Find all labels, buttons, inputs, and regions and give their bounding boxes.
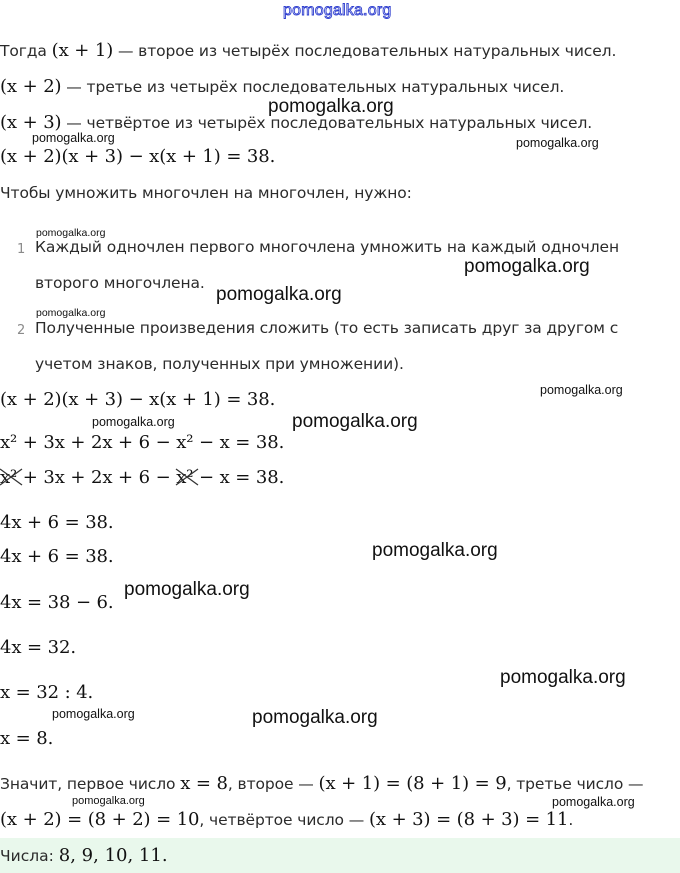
equation-7: 4x = 32. (0, 637, 76, 658)
list-item-2-line-1: Полученные произведения сложить (то есть записать друг за другом с (35, 319, 619, 337)
math-expression: (x + 3) (0, 112, 62, 133)
cancelled-term (176, 467, 193, 488)
watermark: pomogalka.org (52, 707, 135, 721)
text-segment: , четвёртое число — (199, 811, 369, 829)
watermark: pomogalka.org (500, 667, 626, 688)
equation-4: 4x + 6 = 38. (0, 512, 114, 533)
watermark: pomogalka.org (372, 540, 498, 561)
watermark: pomogalka.org (36, 307, 106, 319)
strike-mark (0, 463, 24, 491)
watermark: pomogalka.org (32, 131, 115, 145)
text-line-1 (0, 40, 616, 61)
equation-segment: + 3x + 2x + 6 − (17, 467, 177, 488)
watermark: pomogalka.org (72, 795, 145, 807)
cancelled-term-text: x² (0, 467, 18, 488)
strike-mark (174, 463, 200, 491)
equation-initial: (x + 2)(x + 3) − x(x + 1) = 38. (0, 146, 276, 167)
equation-6: 4x = 38 − 6. (0, 592, 114, 613)
cancelled-term (0, 467, 17, 488)
text-segment: , второе — (227, 775, 319, 793)
watermark: pomogalka.org (552, 795, 635, 809)
text-segment: Значит, первое число (0, 775, 181, 793)
watermark: pomogalka.org (124, 579, 250, 600)
list-number-1: 1 (17, 242, 26, 257)
watermark: pomogalka.org (464, 256, 590, 277)
watermark: pomogalka.org (36, 227, 106, 239)
equation-5: 4x + 6 = 38. (0, 546, 114, 567)
text-segment: — второе из четырёх последовательных натуральных чисел. (113, 42, 617, 60)
watermark: pomogalka.org (216, 284, 342, 305)
watermark: pomogalka.org (92, 415, 175, 429)
rule-intro: Чтобы умножить многочлен на многочлен, нужно: (0, 184, 412, 202)
math-expression: x = 8 (180, 773, 228, 794)
text-line-2 (0, 76, 564, 97)
equation-8: x = 32 : 4. (0, 682, 94, 703)
math-expression: (x + 1) = (8 + 1) = 9 (318, 773, 507, 794)
equation-9: x = 8. (0, 728, 54, 749)
text-segment: Тогда (0, 42, 52, 60)
text-segment: , третье число — (506, 775, 644, 793)
watermark: pomogalka.org (268, 96, 394, 117)
answer-box (0, 838, 680, 873)
math-expression: (x + 3) = (8 + 3) = 11 (368, 809, 569, 830)
equation-1: (x + 2)(x + 3) − x(x + 1) = 38. (0, 389, 276, 410)
text-segment: — четвёртое из четырёх последовательных натуральных чисел. (61, 114, 593, 132)
list-item-1-line-1: Каждый одночлен первого многочлена умножить на каждый одночлен (35, 238, 619, 256)
math-expression: (x + 2) = (8 + 2) = 10 (0, 809, 200, 830)
list-number-2: 2 (17, 323, 26, 338)
answer-label: Числа: (0, 847, 59, 865)
equation-3-cancelled (0, 467, 284, 488)
watermark-top: pomogalka.org (283, 2, 392, 19)
equation-2: x² + 3x + 2x + 6 − x² − x = 38. (0, 432, 285, 453)
answer-value: 8, 9, 10, 11. (58, 845, 168, 866)
conclusion-line-1 (0, 773, 643, 794)
math-expression: (x + 2) (0, 76, 62, 97)
list-item-1-line-2: второго многочлена. (35, 274, 205, 292)
math-expression: (x + 1) (51, 40, 114, 61)
conclusion-line-2 (0, 809, 573, 830)
watermark: pomogalka.org (252, 707, 378, 728)
equation-segment: − x = 38. (193, 467, 285, 488)
watermark: pomogalka.org (292, 411, 418, 432)
list-item-2-line-2: учетом знаков, полученных при умножении). (35, 355, 404, 373)
answer-line (0, 845, 168, 866)
text-segment: . (568, 811, 574, 829)
cancelled-term-text: x² (176, 467, 194, 488)
watermark: pomogalka.org (516, 136, 599, 150)
text-segment: — третье из четырёх последовательных натуральных чисел. (61, 78, 565, 96)
watermark: pomogalka.org (540, 383, 623, 397)
